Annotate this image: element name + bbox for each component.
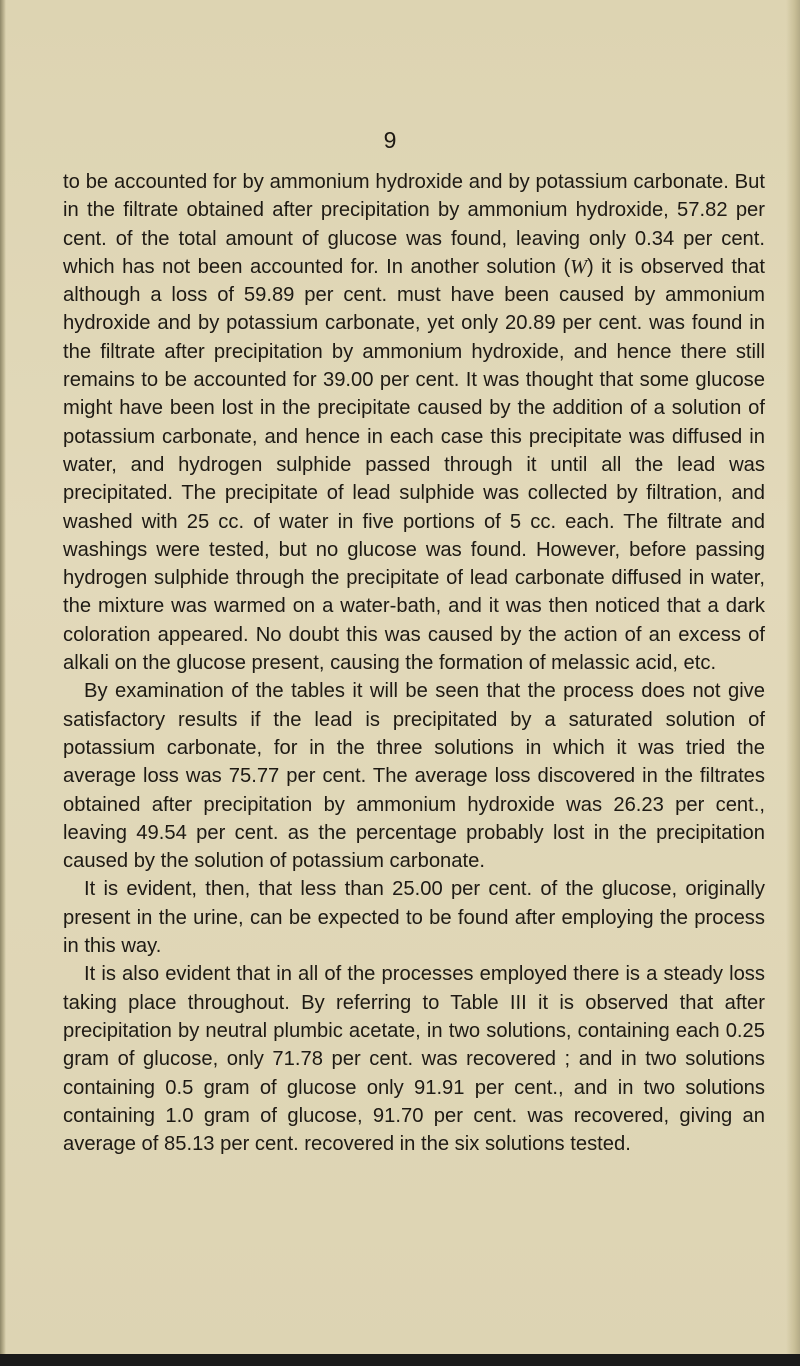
scan-bottom-border	[0, 1354, 800, 1366]
paragraph-2: By examination of the tables it will be seen that the process does not give satisfactory results if the lead is precipitated by a saturated solution of potassium carbonate, for in the three solutions in which it was tried the average loss was 75.77 per cent. The average loss discovered in the filtrates obtained after precipitation by ammonium hydroxide was 26.23 per cent., leaving 49.54 per cent. as the percentage probably lost in the precipitation caused by the solution of potassium carbonate.	[63, 680, 765, 873]
page-edge	[786, 0, 800, 1366]
paragraph-1-text-after: ) it is observed that although a loss of 59.89 per cent. must have been caused by ammonium hydroxide and by potassium carbonate, yet only 20.89 per cent. was found in the filtrate after precipitation by ammonium hydroxide, and hence there still remains to be accounted for 39.00 per cent. It was thought that some glucose might have been lost in the precipitate caused by the addition of a solution of potassium carbonate, and hence in each case this precipitate was diffused in water, and hydrogen sulphide passed through it until all the lead was precipitated. The precipitate of lead sulphide was collected by filtration, and washed with 25 cc. of water in five portions of 5 cc. each. The filtrate and washings were tested, but no glucose was found. However, before passing hydrogen sulphide through the precipitate of lead carbonate diffused in water, the mixture was warmed on a water-bath, and it was then noticed that a dark coloration appeared. No doubt this was caused by the action of an excess of alkali on the glucose present, causing the formation of melassic acid, etc.	[63, 255, 765, 675]
page-number: 9	[383, 127, 397, 153]
paragraph-4: It is also evident that in all of the processes employed there is a steady loss taking place throughout. By referring to Table III it is observed that after precipitation by neutral plumbic acetate, in two solutions, containing each 0.25 gram of glucose, only 71.78 per cent. was recovered ; and in two solutions containing 0.5 gram of glucose only 91.91 per cent., and in two solutions containing 1.0 gram of glucose, 91.70 per cent. was recovered, giving an average of 85.13 per cent. recovered in the six solutions tested.	[63, 963, 765, 1156]
page-spine-shadow	[0, 0, 6, 1366]
solution-label: W	[570, 255, 587, 278]
body-text	[63, 168, 765, 1158]
paragraph-1-text-before: to be accounted for by ammonium hydroxide and by potassium carbonate. But in the filtrate obtained after precipitation by ammonium hydroxide, 57.82 per cent. of the total amount of glucose was found, leaving only 0.34 per cent. which has not been accounted for. In another solution (	[63, 171, 765, 278]
paragraph-1	[63, 168, 765, 677]
paragraph-3: It is evident, then, that less than 25.00 per cent. of the glucose, originally present in the urine, can be expected to be found after employing the process in this way.	[63, 878, 765, 958]
